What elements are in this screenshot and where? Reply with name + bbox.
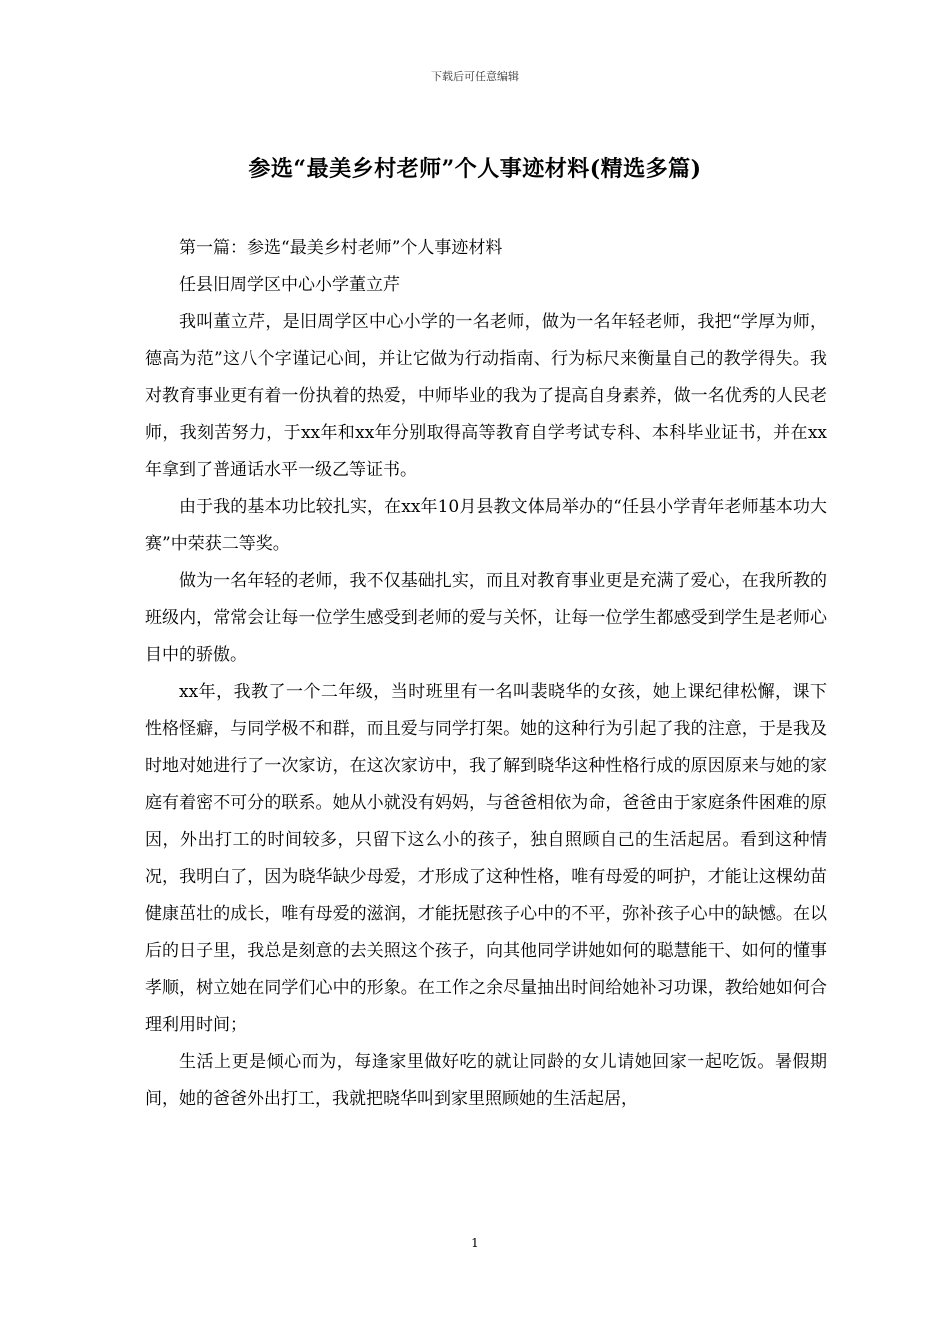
author-line: 任县旧周学区中心小学董立芹 [179, 275, 400, 295]
body-paragraph: 做为一名年轻的老师，我不仅基础扎实，而且对教育事业更是充满了爱心，在我所教的班级内，常常会让每一位学生感受到老师的爱与关怀，让每一位学生都感受到学生是老师心目中的骄傲。 [145, 571, 827, 665]
section-heading: 第一篇：参选“最美乡村老师”个人事迹材料 [179, 238, 503, 258]
body-paragraph: 生活上更是倾心而为，每逢家里做好吃的就让同龄的女儿请她回家一起吃饭。暑假期间，她的爸爸外出打工，我就把晓华叫到家里照顾她的生活起居， [145, 1052, 827, 1109]
body-paragraph: 由于我的基本功比较扎实，在xx年10月县教文体局举办的“任县小学青年老师基本功大赛”中荣获二等奖。 [145, 497, 827, 554]
body-paragraph: xx年，我教了一个二年级，当时班里有一名叫裴晓华的女孩，她上课纪律松懈，课下性格怪癖，与同学极不和群，而且爱与同学打架。她的这种行为引起了我的注意，于是我及时地对她进行了一次家访，在这次家访中，我了解到晓华这种性格行成的原因原来与她的家庭有着密不可分的联系。她从小就没有妈妈，与爸爸相依为命，爸爸由于家庭条件困难的原因，外出打工的时间较多，只留下这么小的孩子，独自照顾自己的生活起居。看到这种情况，我明白了，因为晓华缺少母爱，才形成了这种性格，唯有母爱的呵护，才能让这棵幼苗健康茁壮的成长，唯有母爱的滋润，才能抚慰孩子心中的不平，弥补孩子心中的缺憾。在以后的日子里，我总是刻意的去关照这个孩子，向其他同学讲她如何的聪慧能干、如何的懂事孝顺，树立她在同学们心中的形象。在工作之余尽量抽出时间给她补习功课，教给她如何合理利用时间； [145, 682, 827, 1035]
page-header-note: 下载后可任意编辑 [431, 70, 519, 83]
page-number: 1 [471, 1236, 479, 1250]
body-paragraph: 我叫董立芹，是旧周学区中心小学的一名老师，做为一名年轻老师，我把“学厚为师，德高为范”这八个字谨记心间，并让它做为行动指南、行为标尺来衡量自己的教学得失。我对教育事业更有着一份执着的热爱，中师毕业的我为了提高自身素养，做一名优秀的人民老师，我刻苦努力，于xx年和xx年分别取得高等教育自学考试专科、本科毕业证书，并在xx年拿到了普通话水平一级乙等证书。 [145, 312, 827, 480]
document-title: 参选“最美乡村老师”个人事迹材料(精选多篇) [248, 156, 702, 182]
document-body [145, 230, 827, 1118]
